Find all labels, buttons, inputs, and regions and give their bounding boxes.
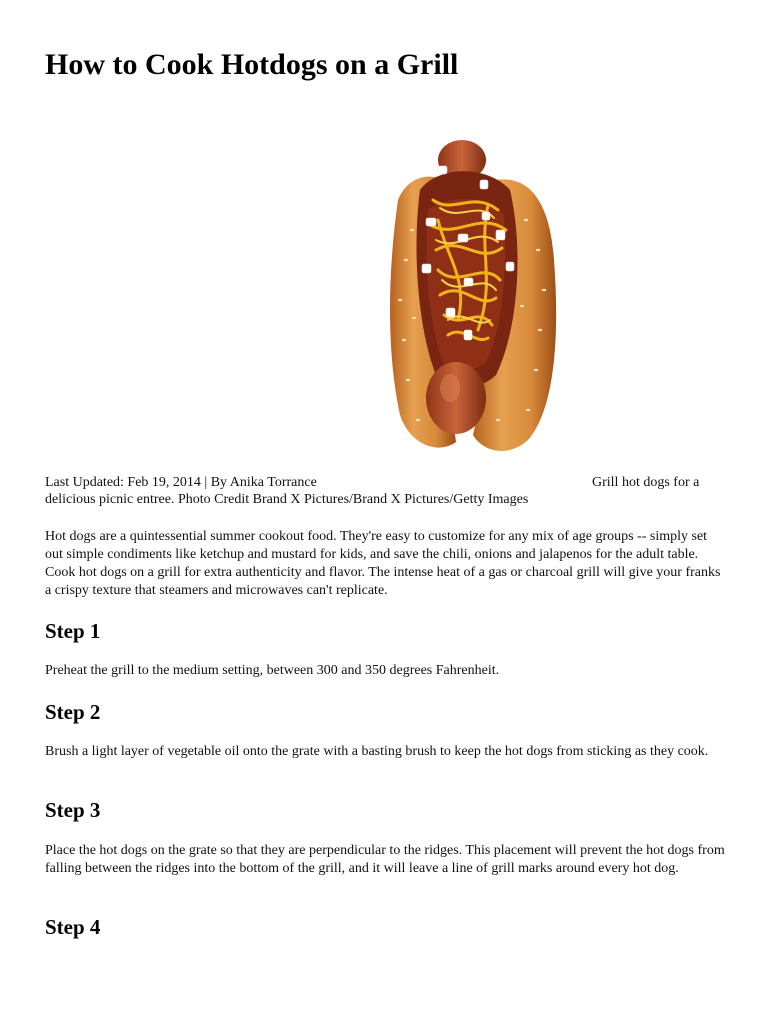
step-1-heading: Step 1 (45, 619, 101, 643)
hotdog-photo (378, 130, 562, 460)
step-3-text: Place the hot dogs on the grate so that they are perpendicular to the ridges. This placement will prevent the hot dogs from falling between the ridges into the bottom of the grill, and it will leave a line of grill marks around every hot dog. (45, 843, 725, 876)
photo-caption: delicious picnic entree. Photo Credit Brand X Pictures/Brand X Pictures/Getty Images (45, 492, 529, 507)
step-1-text: Preheat the grill to the medium setting, between 300 and 350 degrees Fahrenheit. (45, 663, 500, 678)
step-4-heading: Step 4 (45, 915, 101, 939)
byline: Last Updated: Feb 19, 2014 | By Anika Torrance (45, 475, 317, 490)
photo-caption-start: Grill hot dogs for a (592, 475, 700, 490)
step-2-text: Brush a light layer of vegetable oil onto the grate with a basting brush to keep the hot dogs from sticking as they cook. (45, 744, 709, 759)
article-meta (45, 474, 715, 508)
step-2-heading: Step 2 (45, 700, 101, 724)
page-title: How to Cook Hotdogs on a Grill (45, 48, 459, 81)
step-3-heading: Step 3 (45, 798, 101, 822)
intro-paragraph: Hot dogs are a quintessential summer cookout food. They're easy to customize for any mix of age groups -- simply set out simple condiments like ketchup and mustard for kids, and save the chili, onions and jalapenos for the adult table. Cook hot dogs on a grill for extra authenticity and flavor. The intense heat of a gas or charcoal grill will give your franks a crispy texture that steamers and microwaves can't replicate. (45, 529, 721, 598)
